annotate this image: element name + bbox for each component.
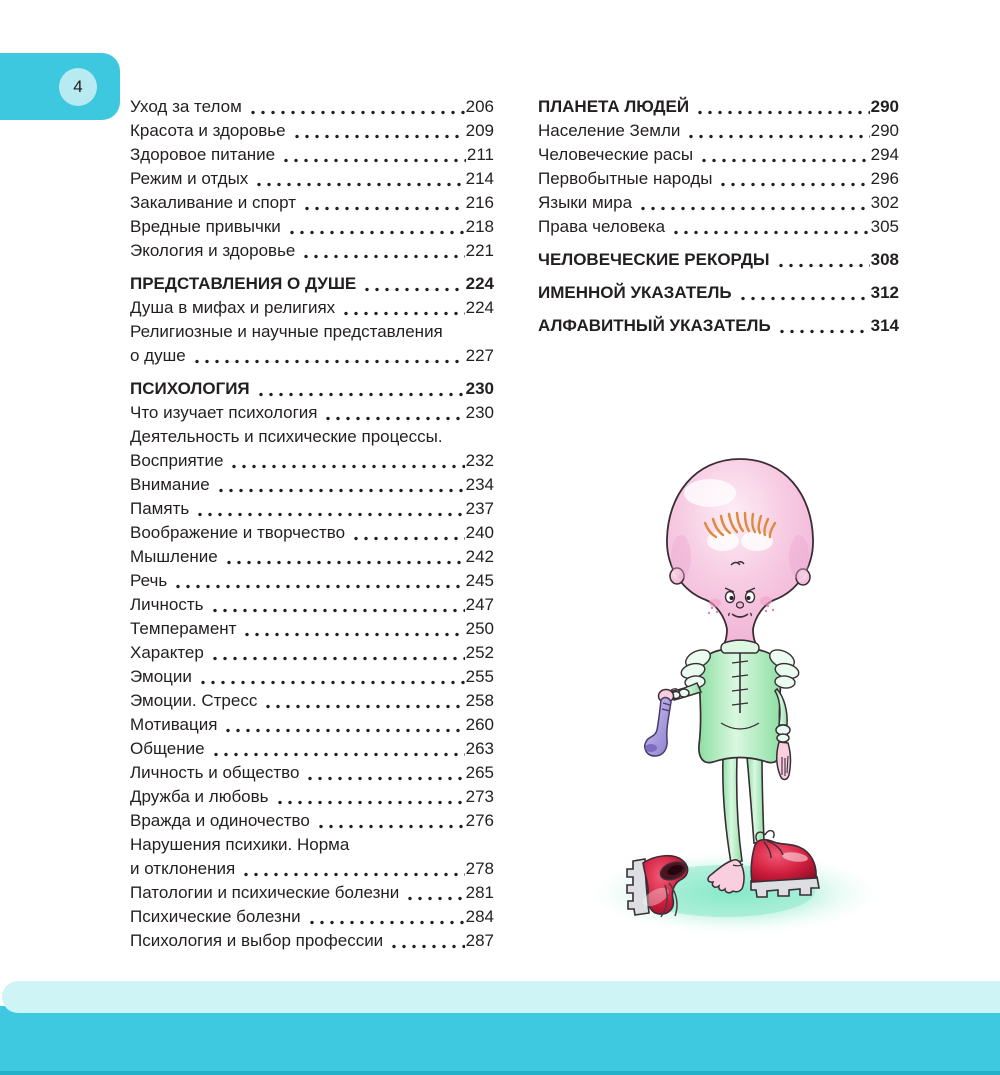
toc-entry-page: 232	[465, 451, 494, 470]
toc-entry-page: 234	[465, 475, 494, 494]
toc-entry-page: 230	[465, 403, 494, 422]
toc-entry-page: 281	[465, 883, 494, 902]
dot-leader	[305, 761, 464, 785]
dot-leader	[777, 314, 870, 338]
toc-entry-page: 276	[465, 811, 494, 830]
toc-entry-page: 230	[465, 379, 494, 398]
dot-leader	[173, 569, 464, 593]
toc-entry-page: 242	[465, 547, 494, 566]
footer-cyan-band	[0, 1006, 1000, 1075]
toc-entry-page: 250	[465, 619, 494, 638]
dot-leader	[210, 593, 465, 617]
footer-dark-strip	[0, 1071, 1000, 1075]
dot-leader	[301, 239, 464, 263]
dot-leader	[229, 449, 464, 473]
toc-entry-page: 224	[465, 274, 494, 293]
toc-entry	[130, 761, 494, 785]
toc-entry-title: Личность	[130, 595, 204, 614]
toc-entry	[130, 665, 494, 689]
toc-entry-title: ПСИХОЛОГИЯ	[130, 379, 250, 398]
toc-entry-page: 247	[465, 595, 494, 614]
toc-entry-title: Эмоции	[130, 667, 192, 686]
toc-entry	[130, 569, 494, 593]
dot-leader	[198, 665, 465, 689]
dot-leader	[216, 473, 465, 497]
toc-entry-title: Речь	[130, 571, 168, 590]
toc-entry-title: Дружба и любовь	[130, 787, 269, 806]
dot-leader	[263, 689, 464, 713]
toc-entry	[130, 497, 494, 521]
toc-entry-title: Религиозные и научные представления	[130, 322, 443, 341]
toc-entry-title: Воображение и творчество	[130, 523, 346, 542]
toc-entry-title: Население Земли	[538, 121, 681, 140]
dot-leader	[686, 119, 869, 143]
dot-leader	[254, 167, 464, 191]
toc-entry-page: 265	[465, 763, 494, 782]
toc-entry	[538, 215, 899, 239]
toc-entry-page: 305	[870, 217, 899, 236]
toc-entry	[538, 119, 899, 143]
dot-leader	[302, 191, 465, 215]
dot-leader	[699, 143, 870, 167]
toc-entry	[130, 191, 494, 215]
page-number-badge	[59, 68, 97, 106]
toc-entry	[538, 143, 899, 167]
toc-entry-page: 290	[870, 121, 899, 140]
dot-leader	[389, 929, 464, 953]
toc-entry	[130, 215, 494, 239]
toc-entry	[130, 143, 494, 167]
toc-entry-title: ИМЕННОЙ УКАЗАТЕЛЬ	[538, 283, 732, 302]
dot-leader	[224, 545, 465, 569]
toc-entry-title: Внимание	[130, 475, 210, 494]
toc-entry	[130, 737, 494, 761]
toc-entry-title: Экология и здоровье	[130, 241, 296, 260]
dot-leader	[307, 905, 465, 929]
toc-entry	[538, 191, 899, 215]
toc-entry-page: 278	[465, 859, 494, 878]
toc-entry-page: 302	[870, 193, 899, 212]
toc-entry-title: Красота и здоровье	[130, 121, 286, 140]
toc-entry-title: Нарушения психики. Норма	[130, 835, 350, 854]
toc-entry-page: 273	[465, 787, 494, 806]
toc-entry	[130, 521, 494, 545]
toc-entry-title: Языки мира	[538, 193, 633, 212]
toc-entry-title: Психические болезни	[130, 907, 301, 926]
dot-leader	[738, 281, 870, 305]
toc-entry	[130, 881, 494, 905]
toc-entry-page: 287	[465, 931, 494, 950]
dot-leader	[405, 881, 464, 905]
toc-entry	[130, 320, 494, 344]
dot-leader	[211, 737, 465, 761]
toc-entry	[130, 239, 494, 263]
toc-entry-title: Мышление	[130, 547, 218, 566]
toc-right-column	[538, 95, 899, 338]
toc-entry-page: 255	[465, 667, 494, 686]
toc-entry	[130, 689, 494, 713]
toc-entry-title: Психология и выбор профессии	[130, 931, 384, 950]
toc-section-header	[538, 95, 899, 119]
toc-entry-title: Деятельность и психические процессы.	[130, 427, 443, 446]
dot-leader	[718, 167, 869, 191]
toc-entry-title: и отклонения	[130, 859, 236, 878]
toc-section-header	[130, 377, 494, 401]
toc-entry-title: ЧЕЛОВЕЧЕСКИЕ РЕКОРДЫ	[538, 250, 770, 269]
toc-entry	[130, 641, 494, 665]
toc-entry	[538, 167, 899, 191]
dot-leader	[695, 95, 870, 119]
toc-entry-title: Вредные привычки	[130, 217, 281, 236]
toc-entry-title: Человеческие расы	[538, 145, 694, 164]
dot-leader	[242, 617, 464, 641]
toc-entry	[130, 119, 494, 143]
toc-entry-page: 308	[870, 250, 899, 269]
toc-entry-title: Закаливание и спорт	[130, 193, 297, 212]
toc-entry-title: Первобытные народы	[538, 169, 713, 188]
dot-leader	[223, 713, 464, 737]
toc-entry-page: 211	[466, 145, 494, 164]
toc-entry-title: ПЛАНЕТА ЛЮДЕЙ	[538, 97, 690, 116]
toc-entry-title: Личность и общество	[130, 763, 300, 782]
toc-entry-page: 214	[465, 169, 494, 188]
dot-leader	[776, 248, 870, 272]
toc-entry	[130, 545, 494, 569]
toc-entry	[130, 857, 494, 881]
toc-section-header	[538, 248, 899, 272]
toc-entry	[130, 167, 494, 191]
footer-light-bar	[2, 981, 1000, 1013]
toc-entry-title: Права человека	[538, 217, 666, 236]
dot-leader	[362, 272, 464, 296]
dot-leader	[351, 521, 465, 545]
toc-entry	[130, 401, 494, 425]
toc-entry-page: 221	[465, 241, 494, 260]
toc-left-column	[130, 95, 494, 953]
toc-entry-page: 296	[870, 169, 899, 188]
toc-entry-title: Восприятие	[130, 451, 224, 470]
toc-entry-title: Эмоции. Стресс	[130, 691, 258, 710]
toc-entry	[130, 473, 494, 497]
toc-entry	[130, 785, 494, 809]
toc-section-header	[130, 272, 494, 296]
toc-entry	[130, 593, 494, 617]
dot-leader	[281, 143, 466, 167]
toc-entry-title: Что изучает психология	[130, 403, 318, 422]
toc-entry-page: 252	[465, 643, 494, 662]
dot-leader	[192, 344, 465, 368]
toc-entry-page: 224	[465, 298, 494, 317]
toc-entry	[130, 95, 494, 119]
dot-leader	[256, 377, 465, 401]
toc-entry	[130, 344, 494, 368]
dot-leader	[316, 809, 465, 833]
toc-entry-page: 290	[870, 97, 899, 116]
dot-leader	[241, 857, 464, 881]
toc-entry-title: Характер	[130, 643, 204, 662]
dot-leader	[210, 641, 465, 665]
dot-leader	[341, 296, 464, 320]
toc-entry-page: 260	[465, 715, 494, 734]
toc-entry-page: 314	[870, 316, 899, 335]
dot-leader	[275, 785, 465, 809]
dot-leader	[323, 401, 464, 425]
toc-entry-page: 284	[465, 907, 494, 926]
toc-entry-title: Патологии и психические болезни	[130, 883, 400, 902]
toc-entry-title: Режим и отдых	[130, 169, 249, 188]
toc-entry	[130, 425, 494, 449]
page-number-tab	[0, 53, 120, 120]
toc-entry-page: 206	[465, 97, 494, 116]
toc-entry	[130, 809, 494, 833]
toc-entry-page: 245	[465, 571, 494, 590]
toc-entry-page: 258	[465, 691, 494, 710]
toc-entry-page: 216	[465, 193, 494, 212]
toc-entry-title: Вражда и одиночество	[130, 811, 310, 830]
toc-entry-title: АЛФАВИТНЫЙ УКАЗАТЕЛЬ	[538, 316, 771, 335]
toc-entry-page: 227	[465, 346, 494, 365]
toc-entry-title: Темперамент	[130, 619, 237, 638]
big-head-character-illustration	[585, 445, 925, 945]
dot-leader	[671, 215, 870, 239]
toc-entry	[130, 449, 494, 473]
toc-entry	[130, 905, 494, 929]
dot-leader	[287, 215, 465, 239]
toc-entry	[130, 296, 494, 320]
toc-entry-title: Память	[130, 499, 190, 518]
toc-section-header	[538, 281, 899, 305]
toc-entry-title: Уход за телом	[130, 97, 242, 116]
toc-entry-title: Общение	[130, 739, 205, 758]
toc-entry-page: 218	[465, 217, 494, 236]
toc-entry	[130, 713, 494, 737]
toc-section-header	[538, 314, 899, 338]
toc-entry	[130, 617, 494, 641]
toc-entry-page: 294	[870, 145, 899, 164]
toc-entry-page: 209	[465, 121, 494, 140]
toc-entry	[130, 929, 494, 953]
toc-entry-title: Мотивация	[130, 715, 218, 734]
toc-entry-title: о душе	[130, 346, 186, 365]
dot-leader	[638, 191, 870, 215]
dot-leader	[248, 95, 465, 119]
toc-entry	[130, 833, 494, 857]
toc-entry-title: Здоровое питание	[130, 145, 276, 164]
toc-entry-title: Душа в мифах и религиях	[130, 298, 336, 317]
page-number: 4	[73, 76, 83, 96]
toc-entry-page: 312	[870, 283, 899, 302]
toc-entry-page: 263	[465, 739, 494, 758]
toc-entry-title: ПРЕДСТАВЛЕНИЯ О ДУШЕ	[130, 274, 357, 293]
dot-leader	[292, 119, 465, 143]
cartoon-character-icon	[585, 445, 925, 945]
toc-entry-page: 240	[465, 523, 494, 542]
dot-leader	[195, 497, 464, 521]
toc-entry-page: 237	[465, 499, 494, 518]
